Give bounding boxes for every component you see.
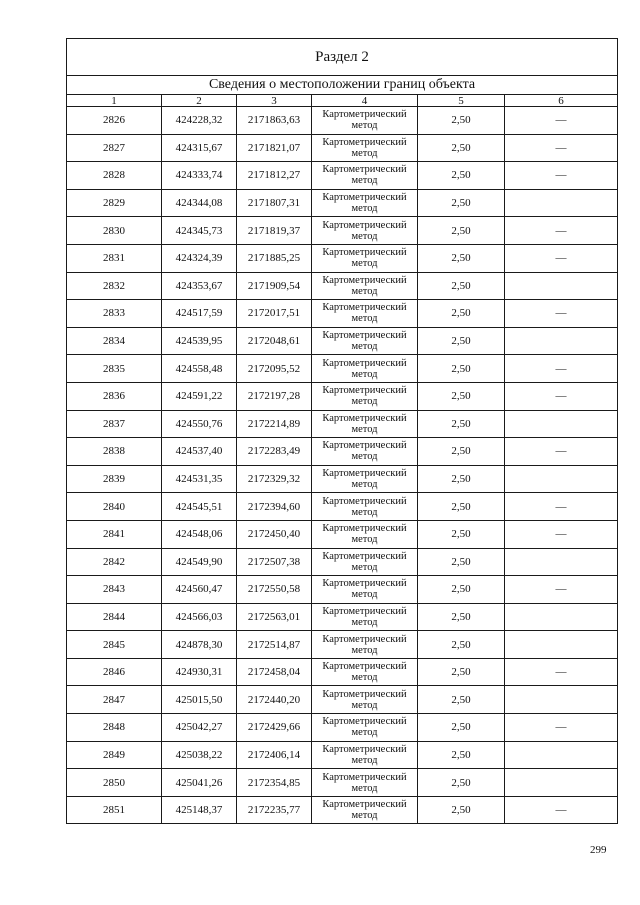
table-row (67, 714, 618, 742)
determination-method: Картометрический метод (312, 603, 418, 631)
point-number: 2841 (67, 520, 162, 548)
table-row (67, 796, 618, 824)
determination-method: Картометрический метод (312, 107, 418, 135)
precision-value: 2,50 (418, 355, 505, 383)
precision-value: 2,50 (418, 327, 505, 355)
coordinate-y: 2172394,60 (237, 493, 312, 521)
precision-value: 2,50 (418, 548, 505, 576)
determination-method: Картометрический метод (312, 714, 418, 742)
determination-method: Картометрический метод (312, 741, 418, 769)
note-cell: — (505, 576, 618, 604)
point-number: 2829 (67, 189, 162, 217)
coordinate-y: 2172329,32 (237, 465, 312, 493)
column-number: 1 (67, 95, 162, 107)
determination-method: Картометрический метод (312, 300, 418, 328)
table-row (67, 520, 618, 548)
point-number: 2832 (67, 272, 162, 300)
note-cell: — (505, 244, 618, 272)
point-number: 2826 (67, 107, 162, 135)
determination-method: Картометрический метод (312, 189, 418, 217)
precision-value: 2,50 (418, 576, 505, 604)
determination-method: Картометрический метод (312, 217, 418, 245)
note-cell (505, 769, 618, 797)
point-number: 2842 (67, 548, 162, 576)
boundary-table (66, 38, 618, 824)
determination-method: Картометрический метод (312, 465, 418, 493)
table-row (67, 686, 618, 714)
precision-value: 2,50 (418, 134, 505, 162)
table-row (67, 741, 618, 769)
note-cell: — (505, 493, 618, 521)
coordinate-x: 424539,95 (162, 327, 237, 355)
coordinate-y: 2172429,66 (237, 714, 312, 742)
note-cell (505, 189, 618, 217)
point-number: 2844 (67, 603, 162, 631)
table-row (67, 769, 618, 797)
precision-value: 2,50 (418, 493, 505, 521)
column-number: 2 (162, 95, 237, 107)
coordinate-y: 2172283,49 (237, 438, 312, 466)
coordinate-x: 424591,22 (162, 382, 237, 410)
table-row (67, 107, 618, 135)
precision-value: 2,50 (418, 382, 505, 410)
column-number: 3 (237, 95, 312, 107)
table-row (67, 189, 618, 217)
table-row (67, 438, 618, 466)
coordinate-x: 424333,74 (162, 162, 237, 190)
precision-value: 2,50 (418, 162, 505, 190)
coordinate-x: 424345,73 (162, 217, 237, 245)
coordinate-x: 424531,35 (162, 465, 237, 493)
point-number: 2840 (67, 493, 162, 521)
page-number: 299 (590, 844, 607, 856)
coordinate-x: 425038,22 (162, 741, 237, 769)
table-row (67, 548, 618, 576)
coordinate-x: 424315,67 (162, 134, 237, 162)
precision-value: 2,50 (418, 272, 505, 300)
table-row (67, 162, 618, 190)
determination-method: Картометрический метод (312, 272, 418, 300)
table-row (67, 272, 618, 300)
coordinate-y: 2172197,28 (237, 382, 312, 410)
note-cell (505, 327, 618, 355)
coordinate-y: 2172214,89 (237, 410, 312, 438)
point-number: 2839 (67, 465, 162, 493)
precision-value: 2,50 (418, 603, 505, 631)
coordinate-y: 2172048,61 (237, 327, 312, 355)
column-number: 4 (312, 95, 418, 107)
note-cell: — (505, 107, 618, 135)
table-row (67, 217, 618, 245)
point-number: 2827 (67, 134, 162, 162)
precision-value: 2,50 (418, 107, 505, 135)
coordinate-x: 424344,08 (162, 189, 237, 217)
point-number: 2837 (67, 410, 162, 438)
determination-method: Картометрический метод (312, 244, 418, 272)
determination-method: Картометрический метод (312, 162, 418, 190)
coordinate-y: 2171885,25 (237, 244, 312, 272)
coordinate-y: 2171863,63 (237, 107, 312, 135)
point-number: 2849 (67, 741, 162, 769)
note-cell (505, 272, 618, 300)
precision-value: 2,50 (418, 520, 505, 548)
determination-method: Картометрический метод (312, 355, 418, 383)
coordinate-y: 2172507,38 (237, 548, 312, 576)
coordinate-y: 2171812,27 (237, 162, 312, 190)
determination-method: Картометрический метод (312, 769, 418, 797)
note-cell (505, 465, 618, 493)
precision-value: 2,50 (418, 465, 505, 493)
precision-value: 2,50 (418, 769, 505, 797)
note-cell: — (505, 796, 618, 824)
table-row (67, 327, 618, 355)
determination-method: Картометрический метод (312, 327, 418, 355)
coordinate-x: 425015,50 (162, 686, 237, 714)
note-cell (505, 686, 618, 714)
precision-value: 2,50 (418, 686, 505, 714)
point-number: 2836 (67, 382, 162, 410)
determination-method: Картометрический метод (312, 134, 418, 162)
coordinate-x: 424878,30 (162, 631, 237, 659)
precision-value: 2,50 (418, 244, 505, 272)
note-cell: — (505, 355, 618, 383)
point-number: 2850 (67, 769, 162, 797)
note-cell (505, 741, 618, 769)
coordinate-y: 2172514,87 (237, 631, 312, 659)
table-row (67, 134, 618, 162)
coordinate-x: 424545,51 (162, 493, 237, 521)
determination-method: Картометрический метод (312, 631, 418, 659)
determination-method: Картометрический метод (312, 576, 418, 604)
coordinate-x: 424930,31 (162, 658, 237, 686)
coordinate-x: 424537,40 (162, 438, 237, 466)
precision-value: 2,50 (418, 796, 505, 824)
note-cell: — (505, 134, 618, 162)
section-subtitle: Сведения о местоположении границ объекта (67, 76, 618, 95)
coordinate-y: 2172095,52 (237, 355, 312, 383)
coordinate-x: 425041,26 (162, 769, 237, 797)
table-row (67, 355, 618, 383)
coordinate-x: 424560,47 (162, 576, 237, 604)
note-cell: — (505, 382, 618, 410)
determination-method: Картометрический метод (312, 548, 418, 576)
table-row (67, 576, 618, 604)
determination-method: Картометрический метод (312, 410, 418, 438)
coordinate-y: 2172235,77 (237, 796, 312, 824)
point-number: 2847 (67, 686, 162, 714)
coordinate-y: 2172563,01 (237, 603, 312, 631)
table-row (67, 244, 618, 272)
point-number: 2838 (67, 438, 162, 466)
determination-method: Картометрический метод (312, 686, 418, 714)
coordinate-x: 424228,32 (162, 107, 237, 135)
point-number: 2830 (67, 217, 162, 245)
table-row (67, 603, 618, 631)
table-row (67, 300, 618, 328)
determination-method: Картометрический метод (312, 520, 418, 548)
coordinate-y: 2171807,31 (237, 189, 312, 217)
table-row (67, 631, 618, 659)
point-number: 2831 (67, 244, 162, 272)
note-cell: — (505, 520, 618, 548)
note-cell (505, 410, 618, 438)
note-cell: — (505, 162, 618, 190)
section-subtitle-row (67, 76, 618, 95)
point-number: 2848 (67, 714, 162, 742)
point-number: 2845 (67, 631, 162, 659)
point-number: 2835 (67, 355, 162, 383)
coordinate-x: 424558,48 (162, 355, 237, 383)
precision-value: 2,50 (418, 410, 505, 438)
note-cell: — (505, 658, 618, 686)
point-number: 2833 (67, 300, 162, 328)
precision-value: 2,50 (418, 631, 505, 659)
note-cell: — (505, 217, 618, 245)
section-title: Раздел 2 (67, 39, 618, 76)
note-cell: — (505, 438, 618, 466)
precision-value: 2,50 (418, 189, 505, 217)
coordinate-y: 2172354,85 (237, 769, 312, 797)
determination-method: Картометрический метод (312, 658, 418, 686)
determination-method: Картометрический метод (312, 438, 418, 466)
table-row (67, 465, 618, 493)
column-number: 5 (418, 95, 505, 107)
coordinate-x: 424548,06 (162, 520, 237, 548)
column-number: 6 (505, 95, 618, 107)
point-number: 2828 (67, 162, 162, 190)
coordinate-y: 2171819,37 (237, 217, 312, 245)
determination-method: Картометрический метод (312, 382, 418, 410)
note-cell (505, 631, 618, 659)
point-number: 2846 (67, 658, 162, 686)
precision-value: 2,50 (418, 438, 505, 466)
column-numbers-row (67, 95, 618, 107)
coordinate-y: 2171821,07 (237, 134, 312, 162)
point-number: 2843 (67, 576, 162, 604)
precision-value: 2,50 (418, 741, 505, 769)
coordinate-x: 425148,37 (162, 796, 237, 824)
point-number: 2851 (67, 796, 162, 824)
note-cell: — (505, 300, 618, 328)
coordinate-x: 424550,76 (162, 410, 237, 438)
coordinate-y: 2172406,14 (237, 741, 312, 769)
coordinate-y: 2172450,40 (237, 520, 312, 548)
precision-value: 2,50 (418, 714, 505, 742)
section-title-row (67, 39, 618, 76)
coordinate-x: 424549,90 (162, 548, 237, 576)
table-row (67, 382, 618, 410)
coordinate-y: 2172458,04 (237, 658, 312, 686)
point-number: 2834 (67, 327, 162, 355)
determination-method: Картометрический метод (312, 796, 418, 824)
coordinate-x: 424517,59 (162, 300, 237, 328)
coordinate-y: 2171909,54 (237, 272, 312, 300)
table-row (67, 493, 618, 521)
precision-value: 2,50 (418, 217, 505, 245)
coordinate-y: 2172440,20 (237, 686, 312, 714)
coordinate-x: 425042,27 (162, 714, 237, 742)
coordinate-y: 2172017,51 (237, 300, 312, 328)
determination-method: Картометрический метод (312, 493, 418, 521)
coordinate-y: 2172550,58 (237, 576, 312, 604)
note-cell: — (505, 714, 618, 742)
note-cell (505, 548, 618, 576)
precision-value: 2,50 (418, 300, 505, 328)
coordinate-x: 424566,03 (162, 603, 237, 631)
table-row (67, 410, 618, 438)
coordinate-x: 424324,39 (162, 244, 237, 272)
precision-value: 2,50 (418, 658, 505, 686)
note-cell (505, 603, 618, 631)
coordinate-x: 424353,67 (162, 272, 237, 300)
table-row (67, 658, 618, 686)
